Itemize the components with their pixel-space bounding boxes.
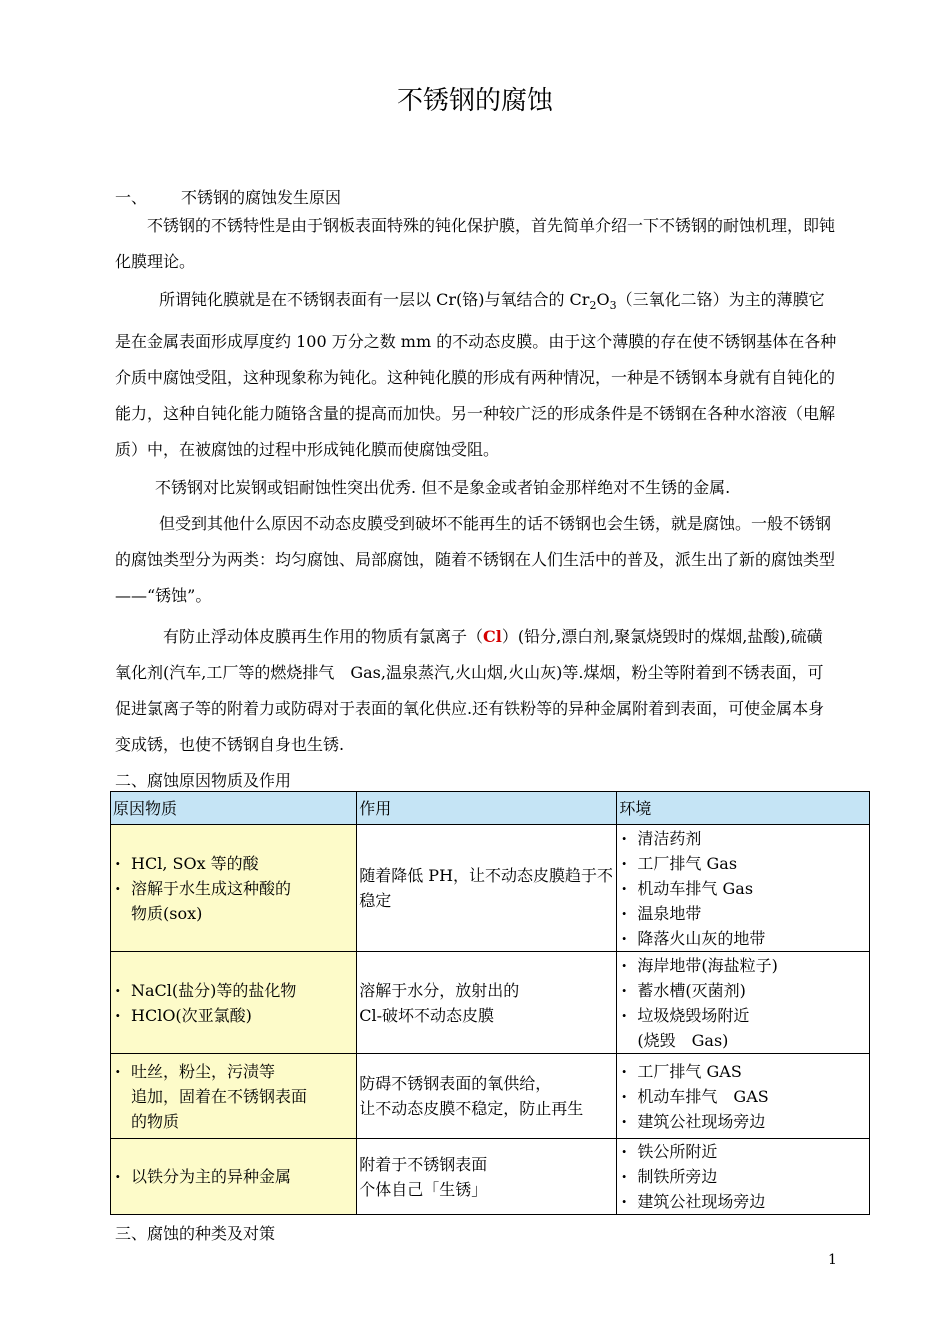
paragraph-4: 但受到其他什么原因不动态皮膜受到破坏不能再生的话不锈钢也会生锈，就是腐蚀。一般不锈钢的腐蚀类型分为两类：均匀腐蚀、局部腐蚀，随着不锈钢在人们生活中的普及，派生出了新的腐蚀类型——“锈蚀”。 xyxy=(115,514,836,605)
page-number: 1 xyxy=(828,1252,837,1268)
list-item: · 建筑公社现场旁边 xyxy=(619,1189,867,1214)
list-item: · 以铁分为主的异种金属 xyxy=(113,1164,354,1189)
effect-line: 附着于不锈钢表面 xyxy=(359,1154,488,1174)
paragraph-3: 不锈钢对比炭钢或铝耐蚀性突出优秀. 但不是象金或者铂金那样绝对不生锈的金属. xyxy=(155,478,731,497)
paragraph-2 xyxy=(115,282,838,468)
section-2-heading: 二、腐蚀原因物质及作用 xyxy=(115,771,292,790)
paragraph-2-sub-2: 3 xyxy=(609,299,617,312)
effect-line: 让不动态皮膜不稳定，防止再生 xyxy=(359,1099,584,1118)
effect-line: 随着降低 PH，让不动态皮膜趋于不 xyxy=(359,866,614,885)
list-item: · 降落火山灰的地带 xyxy=(619,926,867,951)
section-3-heading: 三、腐蚀的种类及对策 xyxy=(115,1224,276,1243)
list-item: · NaCl(盐分)等的盐化物 xyxy=(113,978,354,1003)
paragraph-2-text-b: O xyxy=(596,290,610,309)
effect-line: 防碍不锈钢表面的氧供给， xyxy=(359,1074,552,1093)
effect-line: Cl-破坏不动态皮膜 xyxy=(359,1005,494,1025)
section-1-title: 不锈钢的腐蚀发生原因 xyxy=(181,188,342,207)
list-item: · 溶解于水生成这种酸的 xyxy=(113,876,354,901)
list-item: · 机动车排气 Gas xyxy=(619,876,867,901)
list-item: · 工厂排气 GAS xyxy=(619,1059,867,1084)
document-title: 不锈钢的腐蚀 xyxy=(396,86,553,116)
list-item: 追加，固着在不锈钢表面 xyxy=(131,1086,308,1106)
paragraph-5-text-b: ）(铅分,漂白剂,聚氯烧毁时的煤烟,盐酸),硫磺氧化剂(汽车,工厂等的燃烧排气 Gas,温泉蒸汽,火山烟,火山灰)等.煤烟，粉尘等附着到不锈表面，可促进氯离子等的附着力或防碍对于表面的氧化供应.还有铁粉等的异种金属附着到表面，可使金属本身变成锈，也使不锈钢自身也生锈. xyxy=(115,627,825,754)
effect-cell xyxy=(357,952,617,1054)
list-item: · 温泉地带 xyxy=(619,901,867,926)
list-item: · 工厂排气 Gas xyxy=(619,851,867,876)
list-item: 的物质 xyxy=(131,1111,180,1131)
corrosion-cause-table xyxy=(110,791,870,1215)
environment-cell xyxy=(617,1054,870,1139)
effect-line: 个体自己「生锈」 xyxy=(359,1179,488,1199)
environment-cell xyxy=(617,1139,870,1215)
list-item: · 制铁所旁边 xyxy=(619,1164,867,1189)
list-item: · 蓄水槽(灭菌剂) xyxy=(619,978,867,1003)
paragraph-5-text-a: 有防止浮动体皮膜再生作用的物质有氯离子（ xyxy=(163,627,484,646)
effect-line: 溶解于水分，放射出的 xyxy=(359,980,520,1000)
paragraph-5 xyxy=(115,619,838,763)
table-header-cause: 原因物质 xyxy=(111,792,357,825)
list-item: 物质(sox) xyxy=(131,903,203,923)
effect-cell xyxy=(357,825,617,952)
list-item: (烧毁 Gas) xyxy=(637,1030,729,1050)
cause-cell xyxy=(111,952,357,1054)
environment-cell xyxy=(617,952,870,1054)
section-1-heading xyxy=(115,185,341,208)
effect-cell xyxy=(357,1139,617,1215)
list-item: · 铁公所附近 xyxy=(619,1139,867,1164)
chloride-highlight: Cl xyxy=(483,627,502,646)
table-row xyxy=(111,1139,870,1215)
list-item: · 建筑公社现场旁边 xyxy=(619,1109,867,1134)
cause-cell xyxy=(111,1139,357,1215)
environment-cell xyxy=(617,825,870,952)
list-item: · HClO(次亚氯酸) xyxy=(113,1003,354,1028)
list-item: · HCl, SOx 等的酸 xyxy=(113,851,354,876)
effect-line: 稳定 xyxy=(359,891,392,910)
list-item: · 吐丝，粉尘，污渍等 xyxy=(113,1059,354,1084)
table-row xyxy=(111,825,870,952)
section-1-number: 一、 xyxy=(115,188,148,207)
cause-cell xyxy=(111,1054,357,1139)
table-header-effect: 作用 xyxy=(357,792,617,825)
table-header-environment: 环境 xyxy=(617,792,870,825)
paragraph-2-text-a: 所谓钝化膜就是在不锈钢表面有一层以 Cr(铬)与氧结合的 Cr xyxy=(159,290,590,309)
cause-cell xyxy=(111,825,357,952)
table-row xyxy=(111,952,870,1054)
paragraph-1: 不锈钢的不锈特性是由于钢板表面特殊的钝化保护膜，首先简单介绍一下不锈钢的耐蚀机理，即钝化膜理论。 xyxy=(115,216,836,271)
list-item: · 机动车排气 GAS xyxy=(619,1084,867,1109)
effect-cell xyxy=(357,1054,617,1139)
table-row xyxy=(111,1054,870,1139)
list-item: · 清洁药剂 xyxy=(619,826,867,851)
paragraph-2-sub-1: 2 xyxy=(589,299,597,312)
list-item: · 垃圾烧毁场附近 xyxy=(619,1003,867,1028)
table-header-row xyxy=(111,792,870,825)
list-item: · 海岸地带(海盐粒子) xyxy=(619,953,867,978)
paragraph-2-text-c: （三氧化二铬）为主的薄膜它是在金属表面形成厚度约 100 万分之数 mm 的不动态皮膜。由于这个薄膜的存在使不锈钢基体在各种介质中腐蚀受阻，这种现象称为钝化。这种钝化膜的形成有两种情况，一种是不锈钢本身就有自钝化的能力，这种自钝化能力随铬含量的提高而加快。另一种较广泛的形成条件是不锈钢在各种水溶液（电解质）中，在被腐蚀的过程中形成钝化膜而使腐蚀受阻。 xyxy=(115,290,837,459)
